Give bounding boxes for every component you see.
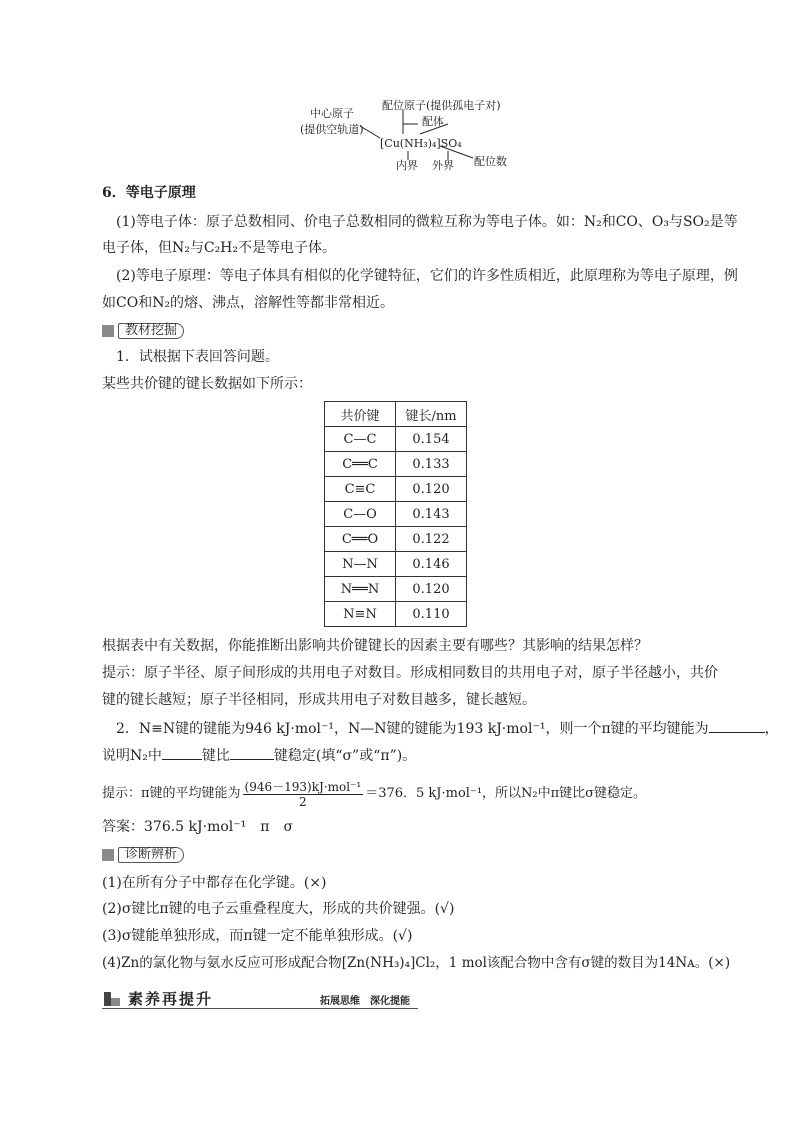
- section6-p2-line2: 如CO和N₂的熔、沸点，溶解性等都非常相近。: [102, 295, 395, 311]
- bond-cell: C—O: [325, 502, 396, 527]
- bond-cell: C—C: [325, 427, 396, 452]
- q2-line2-b: 键比: [201, 748, 230, 764]
- tag-label: 诊断辨析: [118, 847, 184, 863]
- length-cell: 0.120: [396, 577, 467, 602]
- q1-hint-line2: 键的键长越短；原子半径相同，形成共用电子对数目越多，键长越短。: [102, 692, 536, 708]
- banner-subtitle: 拓展思维 深化提能: [320, 996, 410, 1007]
- length-cell: 0.110: [396, 602, 467, 627]
- table-header-length: 键长/nm: [396, 402, 467, 427]
- fraction-numerator: (946－193)kJ·mol⁻¹: [244, 779, 362, 794]
- judge-item-1: (1)在所有分子中都存在化学键。(×): [102, 875, 327, 891]
- q2-hint-a: 提示：π键的平均键能为: [102, 786, 241, 801]
- complex-formula: [Cu(NH₃)₄]SO₄: [380, 137, 462, 150]
- fraction-denominator: 2: [299, 794, 307, 809]
- q2-line2-c: 键稳定(填“σ”或“π”)。: [273, 748, 417, 764]
- judge-item-4: (4)Zn的氯化物与氨水反应可形成配合物[Zn(NH₃)₄]Cl₂，1 mol该配合物中含有σ键的数目为14Nᴀ。(×): [102, 955, 731, 971]
- literacy-banner: [102, 988, 418, 1009]
- table-row: [325, 477, 467, 502]
- q2-line1-text: 2．N≡N键的键能为946 kJ·mol⁻¹，N—N键的键能为193 kJ·mol⁻¹，则一个π键的平均键能为: [116, 721, 709, 737]
- length-cell: 0.122: [396, 527, 467, 552]
- judge-item-2: (2)σ键比π键的电子云重叠程度大，形成的共价键强。(√): [102, 901, 455, 917]
- bond-cell: N—N: [325, 552, 396, 577]
- table-row: [325, 577, 467, 602]
- section6-p1-line2: 电子体，但N₂与C₂H₂不是等电子体。: [102, 240, 337, 256]
- outer-sphere-label: 外界: [432, 159, 454, 172]
- answer-blank-2: [162, 745, 202, 760]
- bond-cell: C≡C: [325, 477, 396, 502]
- bond-cell: N══N: [325, 577, 396, 602]
- tag-square-icon: [102, 849, 114, 861]
- central-atom-note: (提供空轨道): [300, 123, 364, 136]
- table-row: [325, 427, 467, 452]
- q2-hint-b: ＝376．5 kJ·mol⁻¹，所以N₂中π键比σ键稳定。: [365, 786, 647, 801]
- q2-line1: [116, 718, 779, 739]
- banner-icon: [104, 990, 120, 1006]
- bond-length-table: [324, 401, 467, 627]
- bond-cell: N≡N: [325, 602, 396, 627]
- length-cell: 0.120: [396, 477, 467, 502]
- table-row: [325, 552, 467, 577]
- q2-line2: [102, 745, 416, 766]
- fraction: [243, 780, 364, 809]
- table-row: [325, 527, 467, 552]
- ligand-label: 配体: [422, 115, 444, 128]
- section6-heading: 6．等电子原理: [102, 185, 196, 201]
- q2-hint: [102, 774, 646, 814]
- table-row: [325, 452, 467, 477]
- q2-line1-end: ，: [764, 721, 779, 737]
- banner-title: 素养再提升: [128, 990, 214, 1008]
- table-row: [325, 502, 467, 527]
- length-cell: 0.143: [396, 502, 467, 527]
- bond-cell: C══C: [325, 452, 396, 477]
- coordination-diagram: [298, 96, 518, 176]
- answer-blank-1: [709, 718, 765, 733]
- diagnosis-tag: [102, 847, 184, 863]
- length-cell: 0.154: [396, 427, 467, 452]
- section6-p1-line1: (1)等电子体：原子总数相同、价电子总数相同的微粒互称为等电子体。如：N₂和CO、O₃与SO₂是等: [116, 214, 738, 230]
- q1-title: 1．试根据下表回答问题。: [116, 349, 279, 365]
- judge-item-3: (3)σ键能单独形成，而π键一定不能单独形成。(√): [102, 928, 413, 944]
- tag-label: 教材挖掘: [118, 323, 184, 339]
- length-cell: 0.146: [396, 552, 467, 577]
- tag-square-icon: [102, 325, 114, 337]
- bond-cell: C══O: [325, 527, 396, 552]
- table-row: [325, 602, 467, 627]
- coordination-number-label: 配位数: [474, 155, 507, 168]
- answer-blank-3: [230, 745, 274, 760]
- length-cell: 0.133: [396, 452, 467, 477]
- table-header-bond: 共价键: [325, 402, 396, 427]
- q2-line2-a: 说明N₂中: [102, 748, 162, 764]
- textbook-mining-tag: [102, 323, 184, 339]
- q1-question: 根据表中有关数据，你能推断出影响共价键键长的因素主要有哪些？其影响的结果怎样？: [102, 638, 648, 654]
- q1-intro: 某些共价键的键长数据如下所示：: [102, 376, 312, 392]
- inner-sphere-label: 内界: [396, 159, 418, 172]
- q1-hint-line1: 提示：原子半径、原子间形成的共用电子对数目。形成相同数目的共用电子对，原子半径越小，共价: [102, 665, 718, 681]
- central-atom-label: 中心原子: [310, 107, 354, 120]
- table-header-row: [325, 402, 467, 427]
- q2-answer: 答案：376.5 kJ·mol⁻¹ π σ: [102, 819, 294, 835]
- ligand-atom-label: 配位原子(提供孤电子对): [382, 99, 501, 112]
- section6-p2-line1: (2)等电子原理：等电子体具有相似的化学键特征，它们的许多性质相近，此原理称为等电子原理，例: [116, 268, 738, 284]
